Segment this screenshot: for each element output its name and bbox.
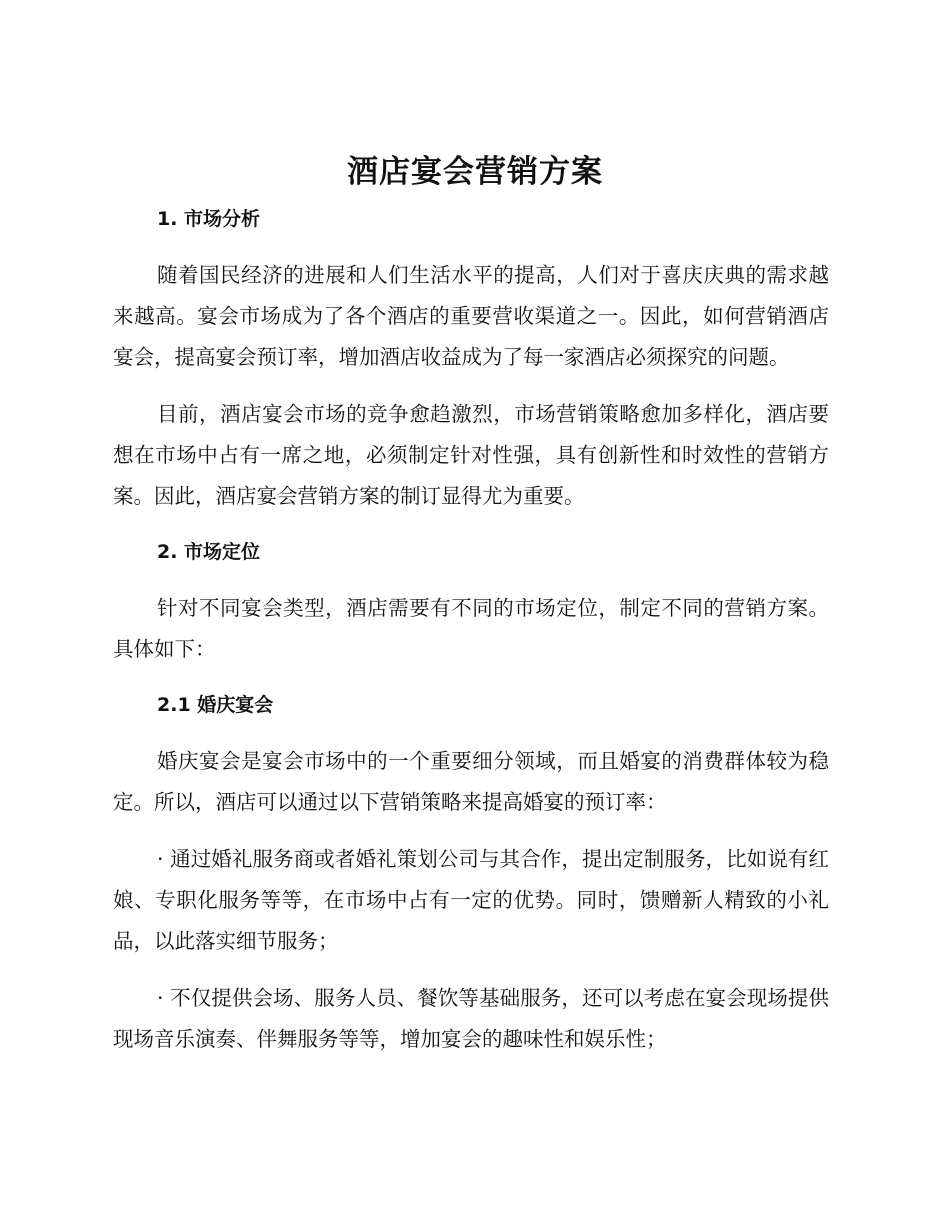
paragraph: 目前，酒店宴会市场的竞争愈趋激烈，市场营销策略愈加多样化，酒店要想在市场中占有一席之地，必须制定针对性强，具有创新性和时效性的营销方案。因此，酒店宴会营销方案的制订显得尤为重要。	[113, 402, 829, 508]
document-body	[113, 200, 829, 1060]
section-heading-market-analysis: 1. 市场分析	[157, 208, 261, 230]
section-heading-wedding-banquet: 2.1 婚庆宴会	[157, 694, 274, 716]
bullet-item: · 不仅提供会场、服务人员、餐饮等基础服务，还可以考虑在宴会现场提供现场音乐演奏、伴舞服务等等，增加宴会的趣味性和娱乐性；	[113, 986, 829, 1051]
document-title: 酒店宴会营销方案	[347, 154, 603, 190]
paragraph: 婚庆宴会是宴会市场中的一个重要细分领域，而且婚宴的消费群体较为稳定。所以，酒店可以通过以下营销策略来提高婚宴的预订率：	[113, 749, 829, 814]
paragraph: 随着国民经济的进展和人们生活水平的提高，人们对于喜庆庆典的需求越来越高。宴会市场成为了各个酒店的重要营收渠道之一。因此，如何营销酒店宴会，提高宴会预订率，增加酒店收益成为了每一家酒店必须探究的问题。	[113, 263, 829, 369]
bullet-item: · 通过婚礼服务商或者婚礼策划公司与其合作，提出定制服务，比如说有红娘、专职化服务等等，在市场中占有一定的优势。同时，馈赠新人精致的小礼品，以此落实细节服务；	[113, 847, 829, 953]
section-heading-market-positioning: 2. 市场定位	[157, 541, 261, 563]
paragraph: 针对不同宴会类型，酒店需要有不同的市场定位，制定不同的营销方案。具体如下：	[113, 596, 829, 661]
